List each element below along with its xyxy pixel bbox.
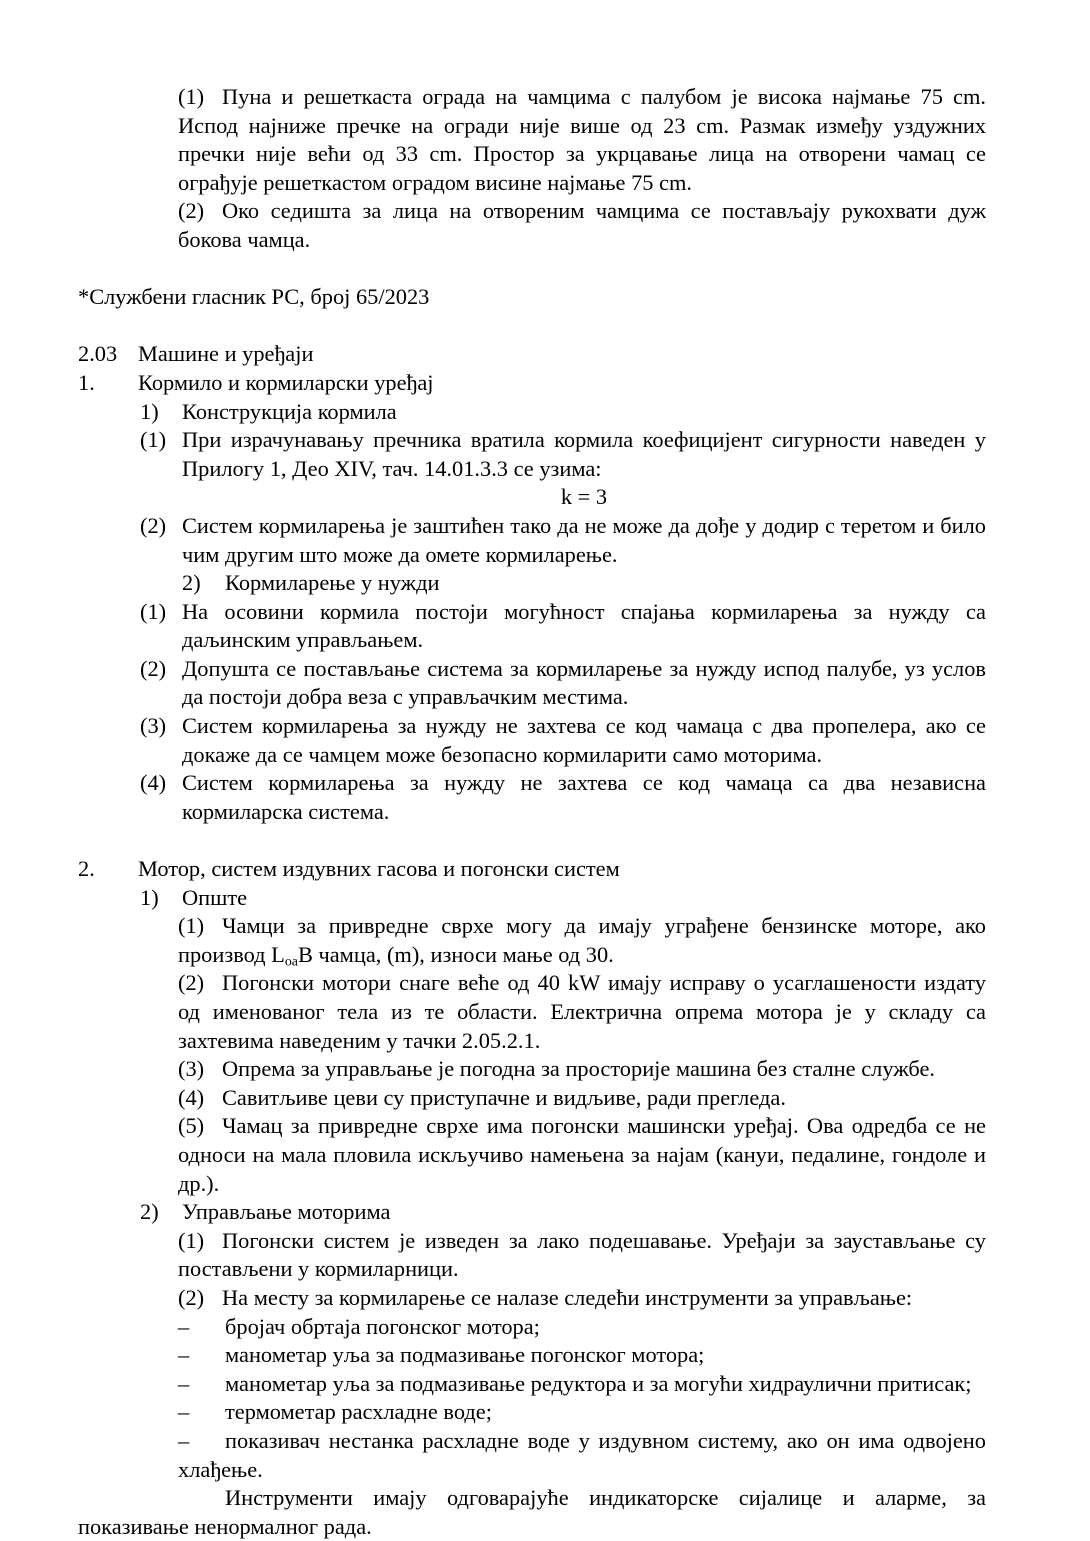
instrument-item-oil-pressure-engine bbox=[178, 1341, 986, 1370]
paragraph-number: (5) bbox=[178, 1113, 205, 1139]
paragraph-text: На месту за кормиларење се налазе следећи инструменти за управљање: bbox=[222, 1284, 913, 1310]
engine-general-item-4 bbox=[178, 1084, 986, 1113]
list-item-number: (4) bbox=[140, 770, 167, 796]
heading-number: 2) bbox=[140, 1199, 159, 1225]
list-item-text: На осовини кормила постоји могућност спајања кормиларења за нужду са даљинским управљањем. bbox=[182, 598, 986, 653]
paragraph-railing-2 bbox=[178, 197, 986, 254]
list-item-number: (1) bbox=[140, 427, 167, 453]
section-heading-machines bbox=[78, 340, 986, 369]
instrument-text: термометар расхладне воде; bbox=[225, 1399, 492, 1425]
heading-number: 2) bbox=[182, 570, 201, 596]
rudder-construction-item-1 bbox=[140, 426, 986, 483]
engine-general-item-5 bbox=[178, 1112, 986, 1198]
list-item-text: При израчунавању пречника вратила кормила коефицијент сигурности наведен у Прилогу 1, Део XIV, тач. 14.01.3.3 се узима: bbox=[182, 427, 986, 481]
list-item-number: (1) bbox=[140, 598, 167, 624]
paragraph-number: (1) bbox=[178, 84, 205, 109]
instrument-item-oil-pressure-gearbox bbox=[178, 1370, 986, 1399]
section-number: 2.03 bbox=[78, 341, 118, 367]
instrument-text: показивач нестанка расхладне воде у издувном систему, ако он има одвојено хлађење. bbox=[178, 1427, 986, 1482]
instrument-item-tachometer bbox=[178, 1313, 986, 1342]
engine-general-item-3 bbox=[178, 1055, 986, 1084]
paragraph-number: (2) bbox=[178, 1284, 205, 1310]
heading-engine-control bbox=[140, 1198, 986, 1227]
loa-subscript: oa bbox=[284, 954, 298, 970]
list-item-number: (3) bbox=[140, 713, 167, 739]
heading-engine-general bbox=[140, 884, 986, 913]
heading-rudder bbox=[78, 369, 986, 398]
paragraph-text: Опрема за управљање је погодна за просторије машина без сталне службе. bbox=[222, 1056, 936, 1082]
rudder-emergency-item-3 bbox=[140, 712, 986, 769]
rudder-construction-item-2 bbox=[140, 512, 986, 569]
list-item-text: Систем кормиларења је заштићен тако да не може да дође у додир с теретом и било чим другим што може да омете кормиларење. bbox=[182, 512, 986, 567]
heading-number: 2. bbox=[78, 856, 95, 882]
blank-line bbox=[78, 826, 986, 855]
list-item-text: Систем кормиларења за нужду не захтева се код чамаца са два независна кормиларска система. bbox=[182, 770, 986, 824]
closing-paragraph: Инструменти имају одговарајуће индикаторске сијалице и аларме, за показивање ненормалног рада. bbox=[78, 1485, 986, 1539]
paragraph-number: (1) bbox=[178, 913, 205, 939]
dash-marker: – bbox=[178, 1427, 190, 1453]
section-title: Машине и уређаји bbox=[138, 341, 314, 367]
blank-line bbox=[78, 255, 986, 284]
paragraph-text: Око седишта за лица на отвореним чамцима се постављају рукохвати дуж бокова чамца. bbox=[178, 198, 986, 252]
heading-rudder-emergency bbox=[182, 569, 986, 598]
rudder-emergency-item-2 bbox=[140, 655, 986, 712]
paragraph-text: Чамац за привредне сврхе има погонски машински уређај. Ова одредба се не односи на мала пловила искључиво намењена за најам (кануи, педалине, гондоле и др.). bbox=[178, 1113, 986, 1196]
heading-rudder-construction bbox=[140, 398, 986, 427]
instrument-item-coolant-loss-indicator bbox=[178, 1427, 986, 1484]
paragraph-text-before-subscript: Чамци за привредне сврхе могу да имају уграђене бензинске моторе, ако производ L bbox=[178, 913, 986, 967]
paragraph-number: (4) bbox=[178, 1084, 205, 1110]
rudder-emergency-item-4 bbox=[140, 769, 986, 826]
heading-title: Кормило и кормиларски уређај bbox=[138, 369, 434, 395]
engine-general-item-2 bbox=[178, 969, 986, 1055]
heading-engine bbox=[78, 855, 986, 884]
blank-line bbox=[78, 312, 986, 341]
engine-general-item-1 bbox=[178, 912, 986, 969]
dash-marker: – bbox=[178, 1313, 190, 1339]
list-item-number: (2) bbox=[140, 512, 167, 538]
list-item-number: (2) bbox=[140, 655, 167, 681]
dash-marker: – bbox=[178, 1370, 190, 1396]
instrument-item-coolant-thermometer bbox=[178, 1398, 986, 1427]
dash-marker: – bbox=[178, 1342, 190, 1368]
paragraph-number: (2) bbox=[178, 970, 205, 996]
list-item-text: Систем кормиларења за нужду не захтева се код чамаца с два пропелера, ако се докаже да се чамцем може безопасно кормиларити само моторима. bbox=[182, 713, 986, 767]
paragraph-text: Погонски систем је изведен за лако подешавање. Уређаји за заустављање су постављени у кормиларници. bbox=[178, 1227, 986, 1282]
heading-number: 1) bbox=[140, 398, 159, 424]
heading-title: Мотор, систем издувних гасова и погонски систем bbox=[138, 856, 620, 882]
rudder-emergency-item-1 bbox=[140, 598, 986, 655]
gazette-note: *Службени гласник РС, број 65/2023 bbox=[78, 284, 430, 310]
safety-coefficient-formula: k = 3 bbox=[560, 484, 608, 510]
instrument-text: манометар уља за подмазивање погонског мотора; bbox=[225, 1342, 705, 1368]
paragraph-number: (1) bbox=[178, 1227, 205, 1253]
instrument-text: манометар уља за подмазивање редуктора и за могући хидраулични притисак; bbox=[225, 1370, 972, 1396]
paragraph-railing-1 bbox=[178, 83, 986, 197]
paragraph-text: Пуна и решеткаста ограда на чамцима с палубом је висока најмање 75 cm. Испод најниже пречке на огради није више од 23 cm. Размак између уздужних пречки није већи од 33 cm. Простор за укрцавање лица на отворени чамац се ограђује решеткастом оградом висине најмање 75 cm. bbox=[178, 84, 986, 195]
instrument-text: бројач обртаја погонског мотора; bbox=[225, 1313, 540, 1339]
heading-title: Управљање моторима bbox=[182, 1199, 391, 1225]
paragraph-text: Погонски мотори снаге веће од 40 kW имају исправу о усаглашености издату од именованог тела из те области. Електрична опрема мотора је у складу са захтевима наведеним у тачки 2.05.2.1. bbox=[178, 970, 986, 1053]
paragraph-number: (2) bbox=[178, 198, 205, 224]
engine-control-item-1 bbox=[178, 1227, 986, 1284]
paragraph-number: (3) bbox=[178, 1056, 205, 1082]
paragraph-text-after-subscript: B чамца, (m), износи мање од 30. bbox=[297, 941, 614, 967]
heading-title: Кормиларење у нужди bbox=[225, 570, 440, 596]
paragraph-text: Савитљиве цеви су приступачне и видљиве, ради прегледа. bbox=[222, 1084, 786, 1110]
engine-control-item-2 bbox=[178, 1284, 986, 1313]
heading-number: 1. bbox=[78, 369, 95, 395]
list-item-text: Допушта се постављање система за кормиларење за нужду испод палубе, уз услов да постоји добра веза с управљачким местима. bbox=[182, 655, 986, 710]
heading-title: Конструкција кормила bbox=[182, 398, 397, 424]
heading-title: Опште bbox=[182, 884, 248, 910]
heading-number: 1) bbox=[140, 884, 159, 910]
dash-marker: – bbox=[178, 1399, 190, 1425]
